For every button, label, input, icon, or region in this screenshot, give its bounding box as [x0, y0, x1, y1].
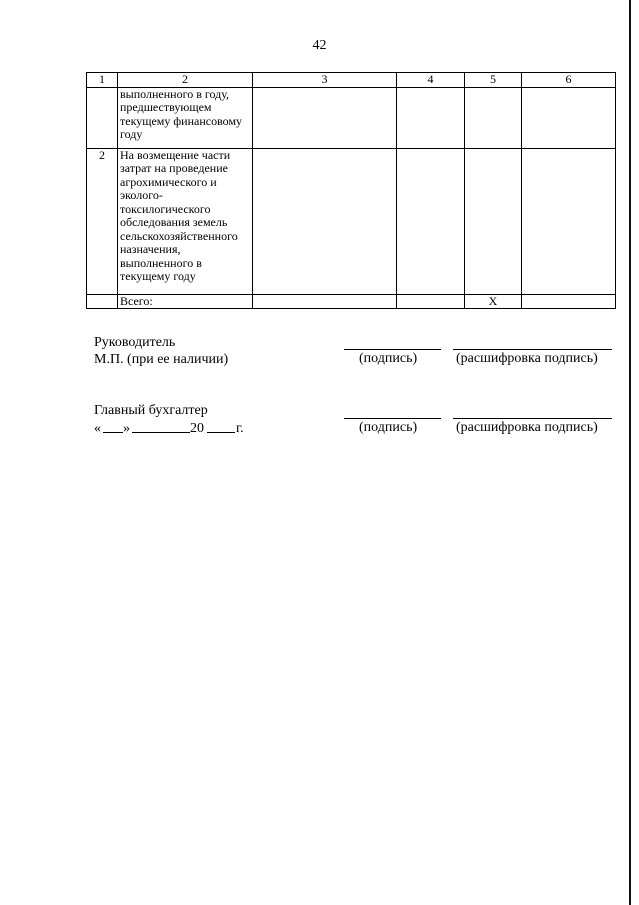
- date-year-suffix: г.: [236, 421, 244, 436]
- head-signature-line: [344, 349, 441, 350]
- date-open-quote: «: [94, 421, 101, 436]
- total-cell-3: [253, 294, 397, 309]
- accountant-signature-caption: (подпись): [359, 420, 418, 435]
- row-cell-5: [465, 148, 522, 294]
- table-total-row: [87, 294, 616, 309]
- row-number: 2: [87, 148, 118, 294]
- accountant-title: Главный бухгалтер: [94, 403, 208, 418]
- total-number-cell: [87, 294, 118, 309]
- table-header-row: [87, 73, 616, 88]
- row-cell-3: [253, 148, 397, 294]
- accountant-signature-line: [344, 418, 441, 419]
- head-signature-caption: (подпись): [359, 351, 418, 366]
- header-cell-2: 2: [118, 73, 253, 88]
- head-decode-caption: (расшифровка подпись): [456, 351, 598, 366]
- row-cell-6: [522, 148, 616, 294]
- header-cell-4: 4: [397, 73, 465, 88]
- row-description: На возмещение части затрат на проведение агрохимического и эколого-токсилогического обследования земель сельскохозяйственного назначения, выполненного в текущему году: [118, 148, 253, 294]
- total-cell-4: [397, 294, 465, 309]
- seal-note: М.П. (при ее наличии): [94, 352, 229, 367]
- row-cell-4: [397, 148, 465, 294]
- header-cell-5: 5: [465, 73, 522, 88]
- accountant-decode-line: [453, 418, 612, 419]
- row-number: [87, 87, 118, 148]
- page-edge-line: [629, 0, 631, 905]
- date-year-prefix: 20: [190, 421, 204, 436]
- row-description: выполненного в году, предшествующем текущему финансовому году: [118, 87, 253, 148]
- row-cell-5: [465, 87, 522, 148]
- date-year-line: [207, 432, 235, 433]
- row-cell-6: [522, 87, 616, 148]
- date-close-quote: »: [123, 421, 130, 436]
- table-row: [87, 148, 616, 294]
- accountant-decode-caption: (расшифровка подпись): [456, 420, 598, 435]
- table-row: [87, 87, 616, 148]
- page-number: 42: [312, 38, 327, 53]
- head-decode-line: [453, 349, 612, 350]
- total-cell-5-mark: X: [465, 294, 522, 309]
- row-cell-4: [397, 87, 465, 148]
- row-cell-3: [253, 87, 397, 148]
- header-cell-1: 1: [87, 73, 118, 88]
- date-month-line: [132, 432, 190, 433]
- report-table: [86, 72, 616, 309]
- total-label: Всего:: [118, 294, 253, 309]
- date-day-line: [103, 432, 123, 433]
- head-title: Руководитель: [94, 335, 176, 350]
- total-cell-6: [522, 294, 616, 309]
- header-cell-3: 3: [253, 73, 397, 88]
- header-cell-6: 6: [522, 73, 616, 88]
